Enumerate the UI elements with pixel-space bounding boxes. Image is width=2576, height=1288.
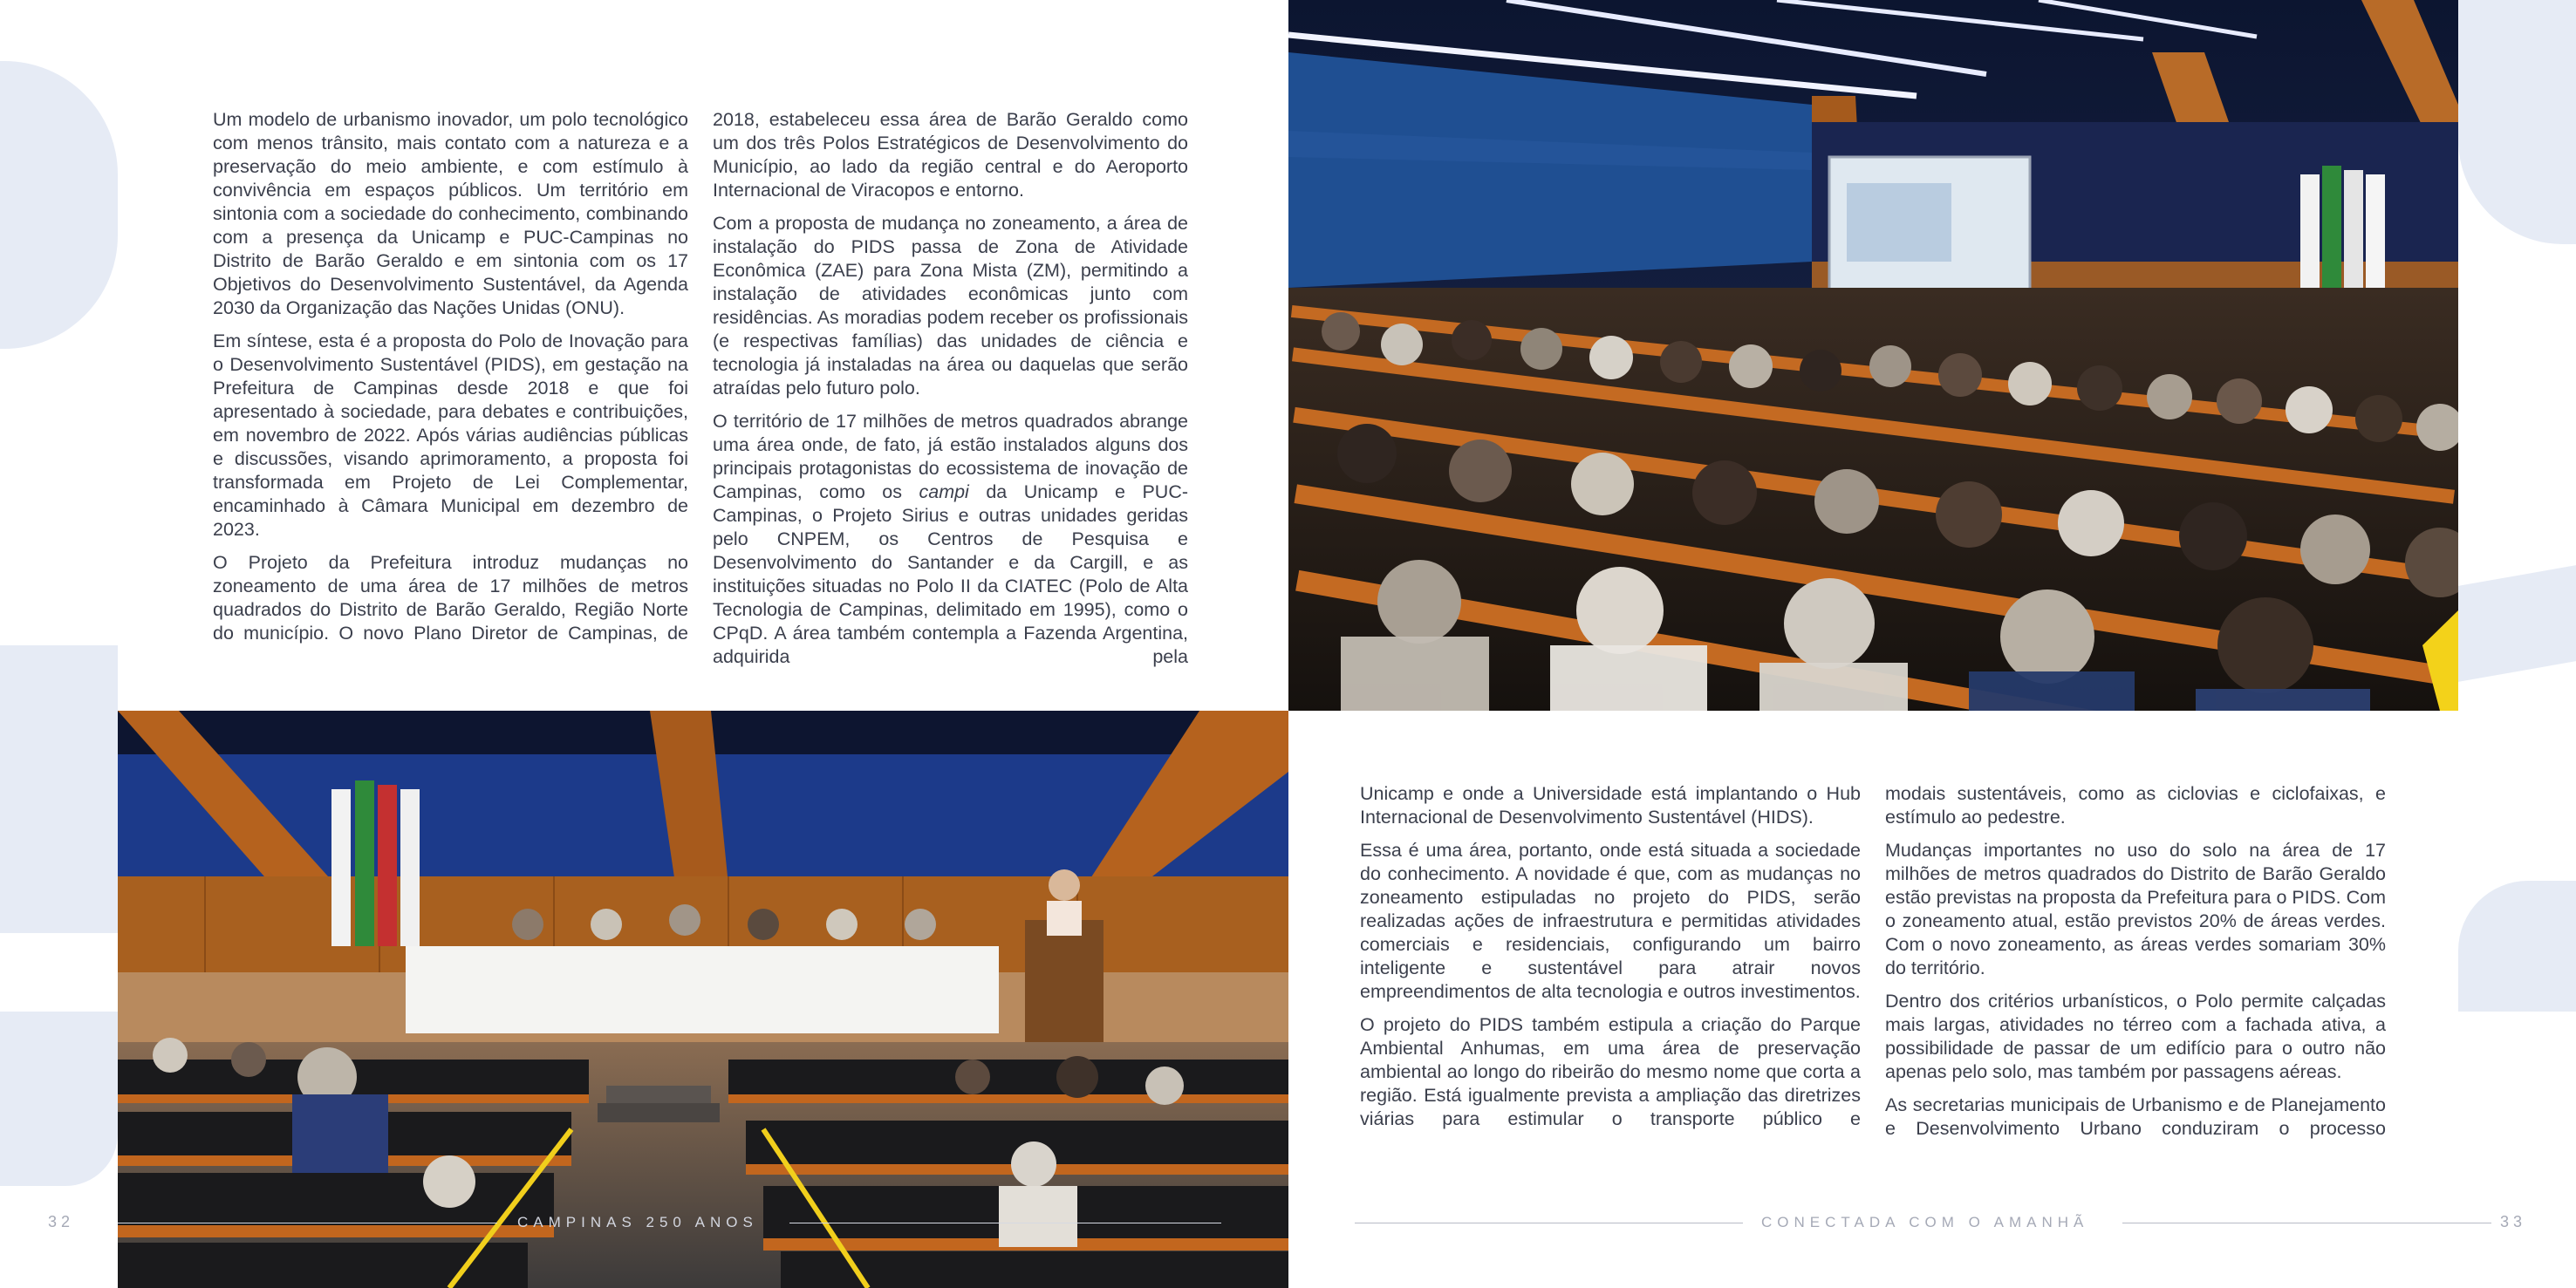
decorative-shape-left-bottom	[0, 645, 118, 933]
right-page-column-2	[1885, 782, 2386, 1141]
page-number-right: 33	[2500, 1213, 2527, 1230]
footer-section-title-left: CAMPINAS 250 ANOS	[517, 1214, 758, 1230]
decorative-shape-left-top	[0, 61, 118, 349]
emphasis: campi	[919, 481, 969, 502]
paragraph: modais sustentáveis, como as ciclovias e ciclofaixas, e estímulo ao pedestre.	[1885, 783, 2386, 828]
paragraph: O Projeto da Prefeitura introduz mudanças no zoneamento de uma área de 17 milhões de metros quadrados do Distrito de Barão Geraldo, Região Norte do município. O novo Plano Diretor de Campinas, de	[213, 552, 688, 644]
decorative-shape-right-top	[2458, 0, 2576, 244]
decorative-shape-left-foot	[0, 1012, 118, 1186]
paragraph: Dentro dos critérios urbanísticos, o Polo permite calçadas mais largas, atividades no térreo com a fachada ativa, a possibilidade de passar de um edifício para o outro não apenas pelo solo, mas também por passagens aéreas.	[1885, 991, 2386, 1082]
paragraph: Um modelo de urbanismo inovador, um polo tecnológico com menos trânsito, mais contato com a natureza e a preservação do meio ambiente, e com estímulo à convivência em espaços públicos. Um território em sintonia com a sociedade do conhecimento, combinando com a presença da Unicamp e PUC-Campinas no Distrito de Barão Geraldo e em sintonia com os 17 Objetivos do Desenvolvimento Sustentável, da Agenda 2030 da Organização das Nações Unidas (ONU).	[213, 109, 688, 318]
left-page-column-1	[213, 108, 688, 645]
paragraph: Unicamp e onde a Universidade está implantando o Hub Internacional de Desenvolvimento Sustentável (HIDS).	[1360, 783, 1861, 828]
paragraph	[713, 410, 1188, 669]
text-run: O território de 17 milhões de metros quadrados abrange uma área onde, de fato, já estão instalados alguns dos principais protagonistas do ecossistema de inovação de Campinas, como os	[713, 411, 1188, 502]
paragraph: As secretarias municipais de Urbanismo e de Planejamento e Desenvolvimento Urbano conduziram o processo	[1885, 1094, 2386, 1139]
paragraph: Com a proposta de mudança no zoneamento, a área de instalação do PIDS passa de Zona de Atividade Econômica (ZAE) para Zona Mista (ZM), permitindo a instalação de atividades econômicas junto com residências. As moradias podem receber os profissionais (e respectivas famílias) das unidades de ciência e tecnologia já instaladas na área ou daquelas que serão atraídas pelo futuro polo.	[713, 213, 1188, 399]
decorative-shape-right-mid	[2458, 565, 2576, 682]
paragraph: O projeto do PIDS também estipula a criação do Parque Ambiental Anhumas, em uma área de preservação ambiental ao longo do ribeirão do mesmo nome que corta a região. Está igualmente prevista a ampliação das diretrizes viárias para estimular o transporte público e	[1360, 1014, 1861, 1129]
auditorium-audience-photo	[1288, 0, 2458, 711]
text-run: da Unicamp e PUC-Campinas, o Projeto Sirius e outras unidades geridas pelo CNPEM, os Centros de Pesquisa e Desenvolvimento do Santander e da Cargill, e as instituições situadas no Polo II da CIATEC (Polo de Alta Tecnologia de Campinas, delimitado em 1995), como o CPqD. A área também contempla a Fazenda Argentina, adquirida pela	[713, 481, 1189, 667]
footer-section-title-right: CONECTADA COM O AMANHÃ	[1761, 1214, 2089, 1230]
paragraph: Mudanças importantes no uso do solo na área de 17 milhões de metros quadrados do Distrito de Barão Geraldo estão previstas na proposta da Prefeitura para o PIDS. Com o zoneamento atual, estão previstos 20% de áreas verdes. Com o novo zoneamento, as áreas verdes somariam 30% do território.	[1885, 840, 2386, 978]
paragraph: Essa é uma área, portanto, onde está situada a sociedade do conhecimento. A novidade é que, com as mudanças no zoneamento estipuladas no projeto do PIDS, serão realizadas ações de infraestrutura e permitidas atividades comerciais e residenciais, configurando um bairro inteligente e sustentável para atrair novos empreendimentos de alta tecnologia e outros investimentos.	[1360, 840, 1861, 1002]
left-page-column-2	[713, 108, 1188, 669]
decorative-shape-right-low	[2458, 881, 2576, 1012]
page-number-left: 32	[48, 1213, 75, 1230]
auditorium-audience-illustration	[1288, 0, 2458, 711]
right-page-column-1	[1360, 782, 1861, 1131]
auditorium-stage-panel-photo	[118, 711, 1288, 1288]
paragraph: Em síntese, esta é a proposta do Polo de Inovação para o Desenvolvimento Sustentável (PIDS), em gestação na Prefeitura de Campinas desde 2018 e que foi apresentado à sociedade, para debates e contribuições, em novembro de 2022. Após várias audiências públicas e discussões, visando aprimoramento, a proposta foi transformada em Projeto de Lei Complementar, encaminhado à Câmara Municipal em dezembro de 2023.	[213, 331, 688, 540]
stage-panel-illustration	[118, 711, 1288, 1288]
paragraph: 2018, estabeleceu essa área de Barão Geraldo como um dos três Polos Estratégicos de Desenvolvimento do Município, ao lado da região central e do Aeroporto Internacional de Viracopos e entorno.	[713, 109, 1188, 201]
